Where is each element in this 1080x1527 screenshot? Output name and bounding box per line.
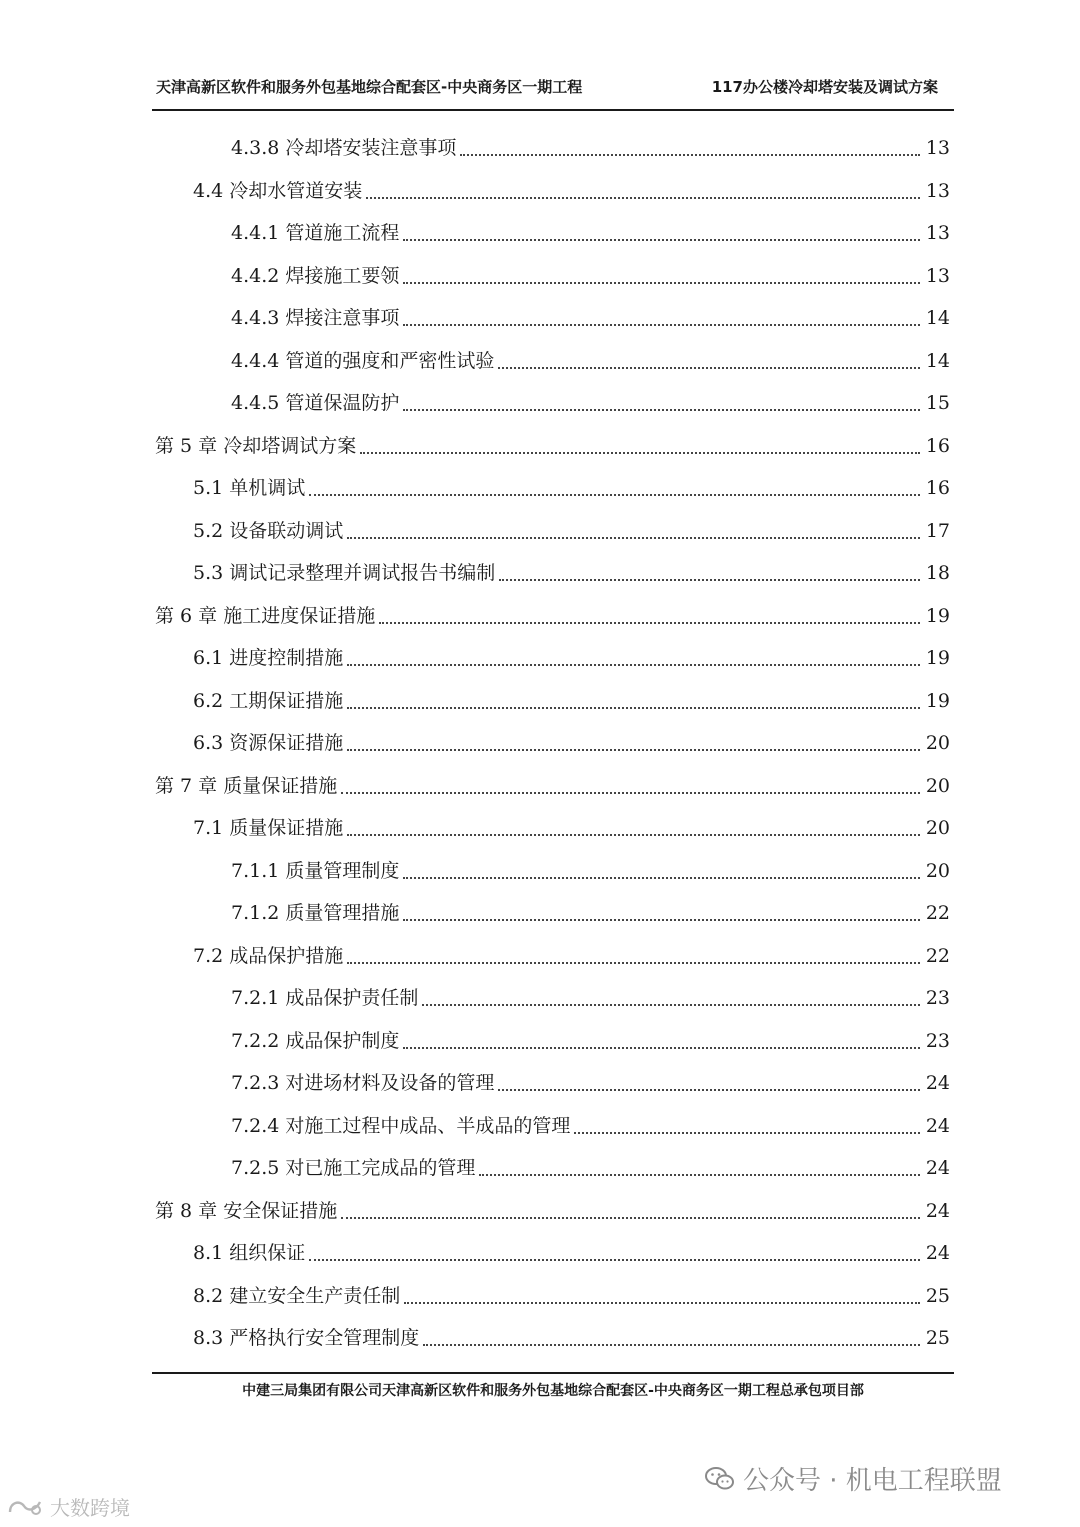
toc-entry-page-number: 13 [925, 179, 950, 202]
toc-entry-page-number: 14 [925, 307, 950, 329]
toc-dot-leader [379, 622, 920, 624]
page-header [152, 76, 952, 102]
toc-entry[interactable] [231, 1148, 950, 1188]
toc-entry-title: 7.1.2 质量管理措施 [231, 902, 400, 924]
toc-entry[interactable] [193, 936, 950, 976]
wechat-icon [705, 1466, 735, 1492]
toc-entry[interactable] [193, 723, 950, 763]
toc-entry-title: 6.2 工期保证措施 [193, 689, 344, 712]
toc-entry-page-number: 13 [925, 222, 950, 244]
toc-entry[interactable] [231, 893, 950, 933]
toc-entry[interactable] [231, 1063, 950, 1103]
toc-entry[interactable] [231, 978, 950, 1018]
toc-entry-title: 5.2 设备联动调试 [193, 519, 344, 542]
toc-dot-leader [403, 877, 919, 879]
toc-dot-leader [499, 579, 920, 581]
toc-dot-leader [403, 919, 919, 921]
toc-entry[interactable] [155, 426, 950, 466]
toc-entry-page-number: 19 [925, 689, 950, 712]
toc-dot-leader [574, 1132, 919, 1134]
toc-entry-title: 4.4.4 管道的强度和严密性试验 [231, 349, 495, 372]
toc-entry[interactable] [193, 468, 950, 508]
toc-entry-page-number: 24 [925, 1072, 950, 1094]
toc-entry-page-number: 24 [925, 1157, 950, 1179]
header-document-title: 117办公楼冷却塔安装及调试方案 [711, 78, 938, 96]
toc-entry[interactable] [231, 128, 950, 168]
logo-icon [6, 1496, 46, 1518]
toc-entry-page-number: 16 [925, 434, 950, 457]
toc-entry-title: 第 5 章 冷却塔调试方案 [155, 434, 357, 457]
toc-entry-page-number: 20 [925, 774, 950, 797]
toc-entry-title: 7.2.5 对已施工完成品的管理 [231, 1157, 476, 1179]
toc-dot-leader [347, 749, 920, 751]
toc-entry-title: 8.1 组织保证 [193, 1242, 306, 1264]
toc-entry[interactable] [231, 851, 950, 891]
toc-entry-page-number: 20 [925, 859, 950, 882]
toc-entry-page-number: 24 [925, 1242, 950, 1264]
toc-entry[interactable] [193, 808, 950, 848]
toc-entry-title: 7.2.3 对进场材料及设备的管理 [231, 1072, 495, 1094]
toc-entry[interactable] [193, 681, 950, 721]
toc-entry-title: 6.3 资源保证措施 [193, 732, 344, 754]
toc-dot-leader [309, 1259, 920, 1261]
toc-entry-page-number: 25 [925, 1284, 950, 1307]
toc-dot-leader [403, 324, 919, 326]
toc-entry-title: 第 7 章 质量保证措施 [155, 774, 338, 797]
toc-entry-page-number: 13 [925, 264, 950, 287]
toc-entry-title: 7.2.1 成品保护责任制 [231, 987, 419, 1009]
toc-entry-title: 8.3 严格执行安全管理制度 [193, 1327, 420, 1349]
toc-entry[interactable] [193, 1318, 950, 1358]
toc-entry-title: 8.2 建立安全生产责任制 [193, 1284, 401, 1307]
toc-entry-page-number: 16 [925, 477, 950, 499]
toc-dot-leader [403, 1047, 919, 1049]
toc-entry[interactable] [155, 766, 950, 806]
toc-dot-leader [347, 834, 920, 836]
toc-dot-leader [403, 409, 919, 411]
toc-dot-leader [422, 1004, 919, 1006]
toc-entry-page-number: 20 [925, 732, 950, 754]
toc-entry-title: 4.4.1 管道施工流程 [231, 222, 400, 244]
toc-entry[interactable] [193, 1233, 950, 1273]
toc-entry[interactable] [155, 596, 950, 636]
wechat-watermark [705, 1460, 1002, 1497]
toc-entry-page-number: 25 [925, 1327, 950, 1349]
header-divider [152, 109, 954, 111]
header-project-title: 天津高新区软件和服务外包基地综合配套区-中央商务区一期工程 [156, 78, 583, 96]
toc-entry-page-number: 17 [925, 519, 950, 542]
toc-entry-title: 7.1 质量保证措施 [193, 817, 344, 839]
toc-dot-leader [479, 1174, 919, 1176]
toc-entry[interactable] [231, 256, 950, 296]
toc-dot-leader [347, 962, 920, 964]
toc-entry-page-number: 19 [925, 647, 950, 669]
toc-entry[interactable] [231, 298, 950, 338]
toc-dot-leader [403, 282, 919, 284]
toc-entry-page-number: 18 [925, 562, 950, 584]
toc-entry-title: 7.2 成品保护措施 [193, 944, 344, 967]
toc-dot-leader [341, 792, 920, 794]
page-footer: 中建三局集团有限公司天津高新区软件和服务外包基地综合配套区-中央商务区一期工程总承包项目部 [242, 1383, 864, 1399]
toc-entry-page-number: 20 [925, 817, 950, 839]
toc-entry-page-number: 23 [925, 987, 950, 1009]
toc-dot-leader [404, 1302, 920, 1304]
toc-entry-page-number: 24 [925, 1114, 950, 1137]
toc-dot-leader [360, 452, 920, 454]
toc-entry[interactable] [231, 213, 950, 253]
toc-entry[interactable] [231, 1021, 950, 1061]
toc-entry[interactable] [231, 1106, 950, 1146]
toc-entry-title: 第 6 章 施工进度保证措施 [155, 604, 376, 627]
toc-dot-leader [423, 1344, 920, 1346]
toc-entry-page-number: 22 [925, 944, 950, 967]
toc-entry-title: 6.1 进度控制措施 [193, 647, 344, 669]
toc-dot-leader [347, 664, 920, 666]
toc-entry-title: 5.3 调试记录整理并调试报告书编制 [193, 562, 496, 584]
toc-entry-title: 4.4.5 管道保温防护 [231, 392, 400, 414]
corner-watermark [6, 1492, 130, 1521]
toc-entry[interactable] [193, 1276, 950, 1316]
toc-dot-leader [347, 537, 920, 539]
watermark-text: 公众号 · 机电工程联盟 [743, 1466, 1002, 1496]
toc-dot-leader [366, 197, 920, 199]
toc-entry-title: 7.2.2 成品保护制度 [231, 1029, 400, 1052]
toc-entry-page-number: 19 [925, 604, 950, 627]
toc-entry-title: 7.2.4 对施工过程中成品、半成品的管理 [231, 1114, 571, 1137]
footer-divider [152, 1372, 954, 1374]
toc-entry[interactable] [193, 511, 950, 551]
toc-entry[interactable] [193, 171, 950, 211]
toc-entry-page-number: 13 [925, 137, 950, 159]
toc-dot-leader [341, 1217, 920, 1219]
toc-entry[interactable] [155, 1191, 950, 1231]
toc-entry-title: 4.4.2 焊接施工要领 [231, 264, 400, 287]
toc-entry-title: 5.1 单机调试 [193, 477, 306, 499]
toc-entry-page-number: 22 [925, 902, 950, 924]
toc-entry-page-number: 15 [925, 392, 950, 414]
corner-watermark-text: 大数跨境 [50, 1496, 130, 1520]
toc-entry[interactable] [193, 553, 950, 593]
toc-dot-leader [403, 239, 919, 241]
toc-entry-title: 4.4.3 焊接注意事项 [231, 307, 400, 329]
toc-entry-title: 4.3.8 冷却塔安装注意事项 [231, 137, 457, 159]
toc-entry-page-number: 23 [925, 1029, 950, 1052]
toc-entry-title: 7.1.1 质量管理制度 [231, 859, 400, 882]
toc-dot-leader [460, 154, 919, 156]
toc-dot-leader [347, 707, 920, 709]
toc-entry[interactable] [231, 383, 950, 423]
toc-dot-leader [498, 367, 919, 369]
toc-dot-leader [498, 1089, 919, 1091]
toc-entry[interactable] [193, 638, 950, 678]
toc-entry-title: 4.4 冷却水管道安装 [193, 179, 363, 202]
toc-dot-leader [309, 494, 920, 496]
toc-entry[interactable] [231, 341, 950, 381]
toc-entry-page-number: 14 [925, 349, 950, 372]
toc-entry-page-number: 24 [925, 1199, 950, 1222]
toc-entry-title: 第 8 章 安全保证措施 [155, 1199, 338, 1222]
